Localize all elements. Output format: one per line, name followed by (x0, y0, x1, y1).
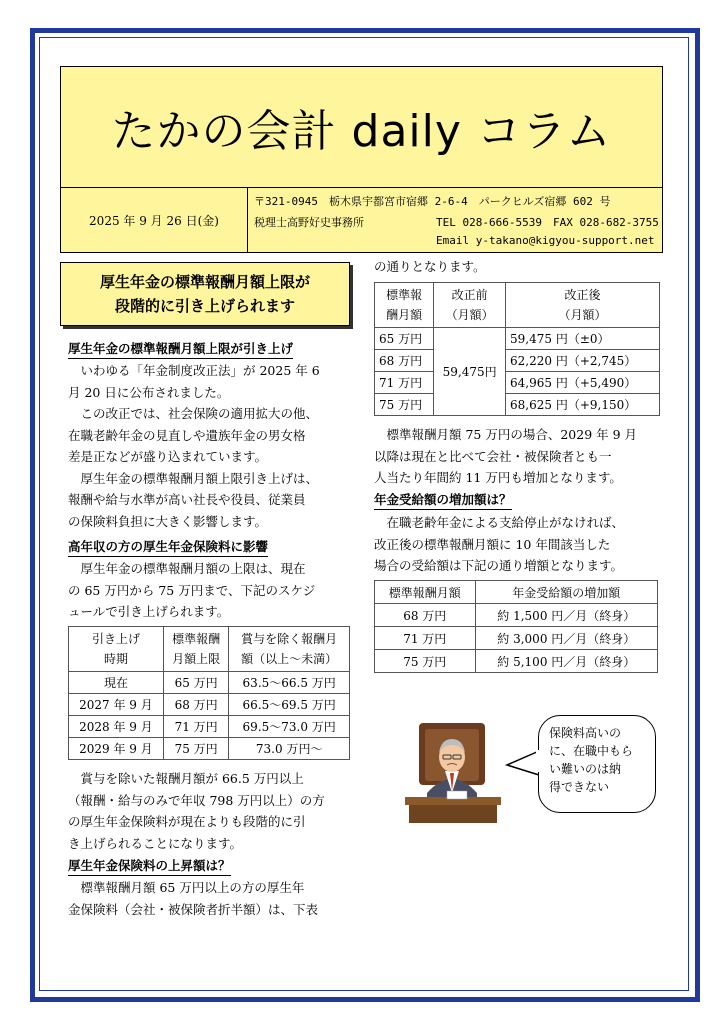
table-header-cell: 引き上げ 時期 (69, 627, 164, 672)
subheading-high-income: 高年収の方の厚生年金保険料に影響 (68, 538, 268, 557)
table-cell: 59,475 円（±0） (506, 328, 660, 350)
table-header-cell: 改正後 （月額） (506, 283, 660, 328)
paragraph-line: 金保険料（会社・被保険者折半額）は、下表 (68, 901, 319, 917)
table-cell: 68 万円 (375, 350, 434, 372)
table-header-cell: 標準報酬月額 (375, 581, 476, 604)
table-cell: 64,965 円（+5,490） (506, 372, 660, 394)
table-cell: 現在 (69, 672, 164, 694)
paragraph-schedule (68, 558, 315, 623)
issue-date: 2025 年 9 月 26 日(金) (61, 188, 248, 252)
table-header-cell: 改正前 （月額） (434, 283, 506, 328)
paragraph-annual-increase (374, 424, 637, 489)
headline-line-1: 厚生年金の標準報酬月額上限が (99, 273, 310, 291)
table-cell: 75 万円 (163, 738, 228, 760)
paragraph-line: 標準報酬月額 65 万円以上の方の厚生年 (68, 880, 305, 895)
table-cell: 68 万円 (163, 694, 228, 716)
paragraph-line: 厚生年金の標準報酬月額の上限は、現在 (68, 561, 306, 576)
table-header-cell: 標準報 酬月額 (375, 283, 434, 328)
table-header-cell: 賞与を除く報酬月 額（以上〜未満） (229, 627, 350, 672)
headline-box (60, 262, 350, 326)
paragraph-line: 月 20 日に公布されました。 (68, 384, 230, 400)
table-header-cell: 標準報酬 月額上限 (163, 627, 228, 672)
paragraph-line: この改正では、社会保険の適用拡大の他、 (68, 406, 319, 421)
table-cell: 2029 年 9 月 (69, 738, 164, 760)
headline-line-2: 段階的に引き上げられます (114, 297, 295, 315)
businessman-illustration (395, 715, 505, 825)
paragraph-line: 在職老齢年金の見直しや遺族年金の男女格 (68, 427, 306, 443)
table-cell: 65 万円 (163, 672, 228, 694)
table-cell: 約 5,100 円／月（終身） (475, 650, 657, 673)
paragraph-line: 改正後の標準報酬月額に 10 年間該当した (374, 536, 611, 552)
table-cell: 73.0 万円〜 (229, 738, 350, 760)
table-header-row (375, 581, 658, 604)
table-header-cell: 年金受給額の増加額 (475, 581, 657, 604)
paragraph-line: 厚生年金の標準報酬月額上限引き上げは、 (68, 470, 319, 486)
office-email: Email y-takano@kigyou-support.net (436, 234, 655, 247)
office-name: 税理士高野好史事務所 (254, 216, 364, 229)
paragraph-line: 報酬や給与水準が高い社長や役員、従業員 (68, 492, 306, 507)
paragraph-line: いわゆる「年金制度改正法」が 2025 年 6 (68, 363, 320, 378)
table-cell: 2028 年 9 月 (69, 716, 164, 738)
table-row (375, 372, 660, 394)
paragraph-line: き上げられることになります。 (68, 835, 243, 851)
paragraph-line: 以降は現在と比べて会社・被保険者とも一 (374, 448, 612, 464)
table-cell: 71 万円 (375, 627, 476, 650)
table-cell: 約 3,000 円／月（終身） (475, 627, 657, 650)
table-cell-before: 59,475円 (434, 328, 506, 416)
paragraph-line: の厚生年金保険料が現在よりも段階的に引 (68, 814, 306, 829)
table-row (375, 350, 660, 372)
paragraph-line: の 65 万円から 75 万円まで、下記のスケジ (68, 582, 316, 598)
bubble-line: 保険料高いの (549, 726, 622, 740)
table-cell: 75 万円 (375, 394, 434, 416)
bubble-tail-mask (530, 745, 542, 775)
table-row (69, 672, 350, 694)
table-cell: 71 万円 (375, 372, 434, 394)
paragraph-line: 場合の受給額は下記の通り増額となります。 (374, 558, 624, 573)
table-cell: 68,625 円（+9,150） (506, 394, 660, 416)
table-cell: 2027 年 9 月 (69, 694, 164, 716)
subheading-premium-increase: 厚生年金保険料の上昇額は？ (68, 857, 231, 876)
office-address: 〒321-0945 栃木県宇都宮市宿郷 2-6-4 パークヒルズ宿郷 602 号 (254, 195, 611, 208)
table-row (375, 627, 658, 650)
paragraph-line: 在職老齢年金による支給停止がなければ、 (374, 515, 625, 530)
table-row (69, 716, 350, 738)
table-cell: 63.5〜66.5 万円 (229, 672, 350, 694)
table-header-row (69, 627, 350, 672)
paragraph-line: 賞与を除いた報酬月額が 66.5 万円以上 (68, 771, 304, 786)
subheading-pension-increase: 年金受給額の増加額は？ (374, 491, 512, 510)
header-box (60, 66, 663, 253)
table-cell: 75 万円 (375, 650, 476, 673)
table-cell: 71 万円 (163, 716, 228, 738)
table-row (69, 694, 350, 716)
column-title: たかの会計 daily コラム (61, 67, 662, 188)
table-row (375, 650, 658, 673)
table-row (375, 394, 660, 416)
table-cell: 65 万円 (375, 328, 434, 350)
paragraph-line: （報酬・給与のみで年収 798 万円以上）の方 (68, 792, 325, 808)
subheading-cap-raise: 厚生年金の標準報酬月額上限が引き上げ (68, 340, 293, 359)
office-info (248, 188, 662, 252)
paragraph-continued: の通りとなります。 (374, 259, 486, 274)
table-row (69, 738, 350, 760)
pension-table (374, 580, 658, 673)
schedule-table (68, 626, 350, 760)
paragraph-line: ュールで引き上げられます。 (68, 604, 230, 619)
table-cell: 69.5〜73.0 万円 (229, 716, 350, 738)
paragraph-line: 人当たり年間約 11 万円も増加となります。 (374, 470, 622, 485)
bubble-line: い難いのは納 (549, 762, 622, 776)
premium-table (374, 282, 660, 416)
table-cell: 68 万円 (375, 604, 476, 627)
table-cell: 約 1,500 円／月（終身） (475, 604, 657, 627)
paragraph-line: 標準報酬月額 75 万円の場合、2029 年 9 月 (374, 427, 638, 442)
speech-bubble (538, 715, 656, 813)
paragraph-impact (68, 768, 325, 854)
table-header-row (375, 283, 660, 328)
table-cell: 62,220 円（+2,745） (506, 350, 660, 372)
paragraph-premium (68, 877, 318, 920)
paragraph-intro (68, 360, 320, 532)
table-cell: 66.5〜69.5 万円 (229, 694, 350, 716)
paragraph-line: 差是正などが盛り込まれています。 (68, 449, 268, 464)
table-row (375, 604, 658, 627)
bubble-line: 得できない (549, 780, 610, 794)
paragraph-pension (374, 512, 624, 577)
paragraph-line: の保険料負担に大きく影響します。 (68, 513, 268, 529)
bubble-line: に、在職中もら (549, 744, 634, 758)
table-row (375, 328, 660, 350)
office-phone: TEL 028-666-5539 FAX 028-682-3755 (436, 216, 659, 229)
